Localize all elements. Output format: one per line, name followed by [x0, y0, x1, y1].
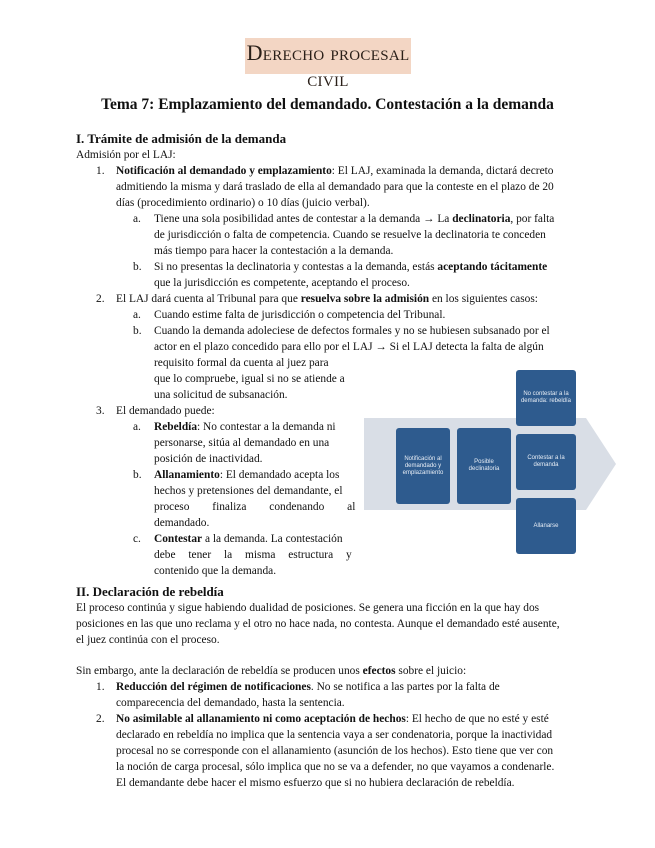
sublist-text: contenido que la demanda. [154, 565, 277, 577]
sublist-text: proceso finaliza condenando al [154, 501, 356, 513]
sublist-item-declinatoria: Tiene una sola posibilidad antes de contestar a la demanda → La declinatoria, por falta [154, 213, 555, 225]
subject-title: Derecho procesal civil [246, 40, 410, 91]
sublist-item-allanamiento: Allanamiento: El demandado acepta los [154, 469, 340, 481]
sublist-letter: b. [133, 325, 142, 337]
sublist-text: que lo compruebe, igual si no se atiende a [154, 373, 345, 385]
sublist-item-aceptacion: Si no presentas la declinatoria y contestas a la demanda, estás aceptando tácitamente [154, 261, 548, 273]
sublist-text: de jurisdicción o falta de competencia. Cuando se resuelve la declinatoria te conceden [154, 229, 546, 241]
sublist-letter: a. [133, 421, 141, 433]
sublist-letter: c. [133, 533, 141, 545]
section-heading-admision: I. Trámite de admisión de la demanda [76, 131, 287, 146]
list-item-text: declarado en rebeldía no implica que la sentencia vaya a ser condenatoria, porque la inactividad [116, 729, 553, 741]
diagram-label: Contestar a la demanda [527, 455, 565, 468]
list-item-text: admitiendo la misma y dará traslado de ella al demandado para que la conteste en el plazo de 20 [116, 181, 554, 193]
list-item-text: días (procedimiento ordinario) o 10 días (juicio verbal). [116, 197, 370, 209]
sublist-letter: a. [133, 309, 141, 321]
list-item-no-asimilable: No asimilable al allanamiento ni como aceptación de hechos: El hecho de que no esté y esté [116, 713, 549, 725]
list-item-text: procesal no se corresponde con el allanamiento (asunción de los hechos). Esto tiene que ver con [116, 745, 554, 757]
sublist-item-jurisdiccion: Cuando estime falta de jurisdicción o competencia del Tribunal. [154, 309, 446, 321]
sublist-item-defectos: Cuando la demanda adoleciese de defectos formales y no se hubiesen subsanado por el [154, 325, 550, 337]
diagram-label: Allanarse [533, 522, 559, 529]
list-item-demandado: El demandado puede: [116, 405, 215, 417]
diagram-label: Notificación al demandado y emplazamiento [402, 455, 444, 476]
list-item-notificaciones: Reducción del régimen de notificaciones. No se notifica a las partes por la falta de [116, 681, 500, 693]
list-item-text: la noción de carga procesal, sólo implica que no se va a defender, no que vayamos a condenarle. [116, 761, 555, 773]
list-item-text: comparecencia del demandado, hasta la sentencia. [116, 697, 345, 709]
section-heading-rebeldia: II. Declaración de rebeldía [76, 584, 224, 599]
intro-text: Admisión por el LAJ: [76, 149, 176, 161]
sublist-text: requisito formal da cuenta al juez para [154, 357, 329, 369]
list-item-text: El demandante debe hacer el mismo esfuerzo que si no hubiera declaración de rebeldía. [116, 777, 515, 789]
sublist-text: debe tener la misma estructura y [154, 549, 352, 561]
process-diagram [364, 368, 616, 560]
paragraph-text: El proceso continúa y sigue habiendo dualidad de posiciones. Se genera una ficción en la que hay dos [76, 602, 540, 614]
list-item-notificacion: Notificación al demandado y emplazamiento: El LAJ, examinada la demanda, dictará decreto [116, 165, 554, 177]
document-title: Tema 7: Emplazamiento del demandado. Contestación a la demanda [101, 96, 554, 113]
sublist-text: actor en el plazo concedido para ello por el LAJ → Si el LAJ detecta la falta de algún [154, 341, 544, 353]
list-number: 1. [96, 165, 105, 177]
sublist-text: una solicitud de subsanación. [154, 389, 288, 401]
sublist-letter: b. [133, 261, 142, 273]
sublist-item-rebeldia: Rebeldía: No contestar a la demanda ni [154, 421, 336, 433]
list-item-admision: El LAJ dará cuenta al Tribunal para que resuelva sobre la admisión en los siguientes casos: [116, 293, 538, 305]
sublist-text: hechos y pretensiones del demandante, el [154, 485, 343, 497]
paragraph-text: el juez continúa con el proceso. [76, 634, 220, 646]
sublist-text: personarse, sitúa al demandado en una [154, 437, 330, 449]
list-number: 2. [96, 713, 105, 725]
sublist-text: que la jurisdicción es competente, aceptando el proceso. [154, 277, 410, 289]
sublist-letter: a. [133, 213, 141, 225]
diagram-label: Posible declinatoria [468, 459, 500, 472]
sublist-text: demandado. [154, 517, 210, 529]
list-number: 2. [96, 293, 105, 305]
sublist-text: más tiempo para hacer la contestación a la demanda. [154, 245, 394, 257]
sublist-letter: b. [133, 469, 142, 481]
bold-term: Notificación al demandado y emplazamiento [116, 165, 332, 177]
sublist-text: posición de inactividad. [154, 453, 263, 465]
paragraph-text: posiciones en las que uno reclama y el otro no hace nada, no contesta. Aunque el demandado esté ausente, [76, 618, 560, 630]
list-number: 1. [96, 681, 105, 693]
paragraph-efectos: Sin embargo, ante la declaración de rebeldía se producen unos efectos sobre el juicio: [76, 665, 467, 677]
diagram-label: No contestar a la demanda: rebeldía [520, 391, 572, 404]
sublist-item-contestar: Contestar a la demanda. La contestación [154, 533, 343, 545]
list-number: 3. [96, 405, 105, 417]
